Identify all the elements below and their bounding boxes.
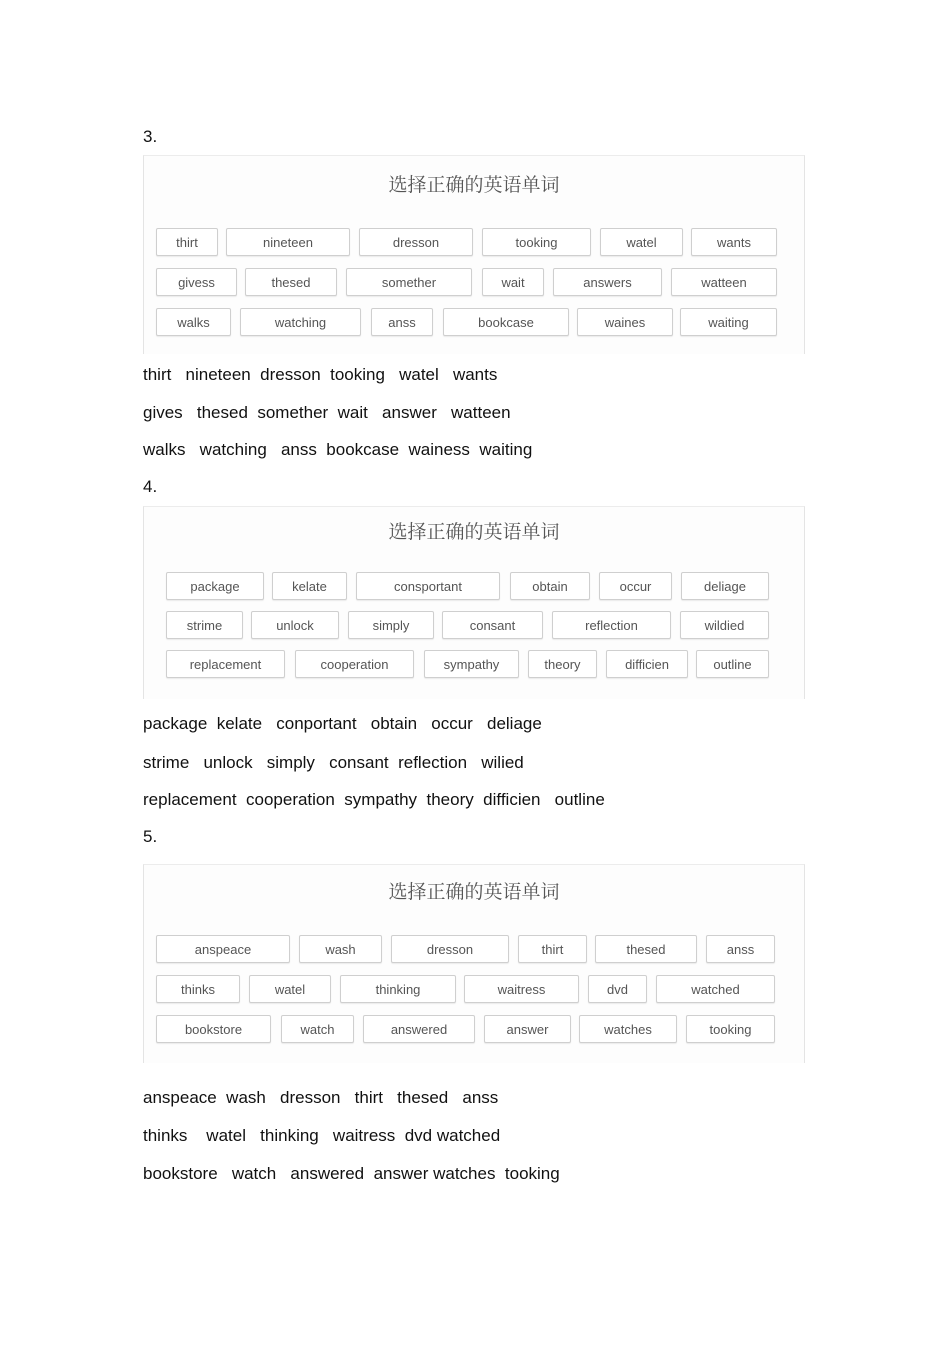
word-chip[interactable]: reflection xyxy=(552,611,671,639)
word-chip[interactable]: thirt xyxy=(518,935,587,963)
word-chip[interactable]: answers xyxy=(553,268,662,296)
word-chip[interactable]: replacement xyxy=(166,650,285,678)
word-chip[interactable]: tooking xyxy=(686,1015,775,1043)
word-chip[interactable]: kelate xyxy=(272,572,347,600)
answer-line: thinks watel thinking waitress dvd watched xyxy=(143,1126,501,1145)
word-chip[interactable]: anspeace xyxy=(156,935,290,963)
word-chip[interactable]: tooking xyxy=(482,228,591,256)
panel-title: 选择正确的英语单词 xyxy=(388,174,560,196)
word-chip[interactable]: waitress xyxy=(464,975,579,1003)
word-chip[interactable]: nineteen xyxy=(226,228,350,256)
word-chip[interactable]: anss xyxy=(706,935,775,963)
answer-line: thirt nineteen dresson tooking watel wants xyxy=(143,365,498,384)
word-chip[interactable]: consant xyxy=(442,611,543,639)
word-chip[interactable]: answered xyxy=(363,1015,475,1043)
panel-title: 选择正确的英语单词 xyxy=(388,521,560,543)
word-chip[interactable]: dresson xyxy=(359,228,473,256)
word-chip[interactable]: thinking xyxy=(340,975,456,1003)
word-chip[interactable]: strime xyxy=(166,611,243,639)
word-chip[interactable]: answer xyxy=(484,1015,571,1043)
word-chip[interactable]: outline xyxy=(696,650,769,678)
question-number: 5. xyxy=(143,827,158,846)
word-chip[interactable]: bookstore xyxy=(156,1015,271,1043)
word-chip[interactable]: wash xyxy=(299,935,382,963)
word-choice-panel xyxy=(143,864,805,1063)
word-chip[interactable]: deliage xyxy=(681,572,769,600)
word-chip[interactable]: dresson xyxy=(391,935,509,963)
word-chip[interactable]: cooperation xyxy=(295,650,414,678)
word-chip[interactable]: watteen xyxy=(671,268,777,296)
question-number: 4. xyxy=(143,477,158,496)
word-chip[interactable]: thinks xyxy=(156,975,240,1003)
word-chip[interactable]: difficien xyxy=(606,650,688,678)
word-chip[interactable]: thesed xyxy=(245,268,337,296)
word-chip[interactable]: package xyxy=(166,572,264,600)
word-chip[interactable]: wait xyxy=(482,268,544,296)
word-chip[interactable]: unlock xyxy=(251,611,339,639)
word-chip[interactable]: watel xyxy=(249,975,331,1003)
word-chip[interactable]: watching xyxy=(240,308,361,336)
answer-line: anspeace wash dresson thirt thesed anss xyxy=(143,1088,499,1107)
word-chip[interactable]: dvd xyxy=(588,975,647,1003)
word-chip[interactable]: anss xyxy=(371,308,433,336)
word-chip[interactable]: wants xyxy=(691,228,777,256)
answer-line: bookstore watch answered answer watches tooking xyxy=(143,1164,560,1183)
word-chip[interactable]: occur xyxy=(599,572,672,600)
word-choice-panel xyxy=(143,155,805,354)
word-chip[interactable]: walks xyxy=(156,308,231,336)
word-chip[interactable]: thirt xyxy=(156,228,218,256)
word-chip[interactable]: watel xyxy=(600,228,683,256)
word-chip[interactable]: bookcase xyxy=(443,308,569,336)
answer-line: replacement cooperation sympathy theory difficien outline xyxy=(143,790,605,809)
word-chip[interactable]: waiting xyxy=(680,308,777,336)
word-chip[interactable]: consportant xyxy=(356,572,500,600)
panel-title: 选择正确的英语单词 xyxy=(388,881,560,903)
answer-line: walks watching anss bookcase wainess waiting xyxy=(143,440,533,459)
word-chip[interactable]: waines xyxy=(577,308,673,336)
word-chip[interactable]: somether xyxy=(346,268,472,296)
word-choice-panel xyxy=(143,506,805,699)
word-chip[interactable]: wildied xyxy=(680,611,769,639)
question-number: 3. xyxy=(143,127,158,146)
word-chip[interactable]: thesed xyxy=(595,935,697,963)
word-chip[interactable]: watches xyxy=(579,1015,677,1043)
word-chip[interactable]: watched xyxy=(656,975,775,1003)
word-chip[interactable]: sympathy xyxy=(424,650,519,678)
word-chip[interactable]: obtain xyxy=(510,572,590,600)
word-chip[interactable]: givess xyxy=(156,268,237,296)
word-chip[interactable]: watch xyxy=(281,1015,354,1043)
answer-line: gives thesed somether wait answer watteen xyxy=(143,403,511,422)
word-chip[interactable]: theory xyxy=(528,650,597,678)
answer-line: package kelate conportant obtain occur deliage xyxy=(143,714,542,733)
answer-line: strime unlock simply consant reflection wilied xyxy=(143,753,524,772)
word-chip[interactable]: simply xyxy=(348,611,434,639)
